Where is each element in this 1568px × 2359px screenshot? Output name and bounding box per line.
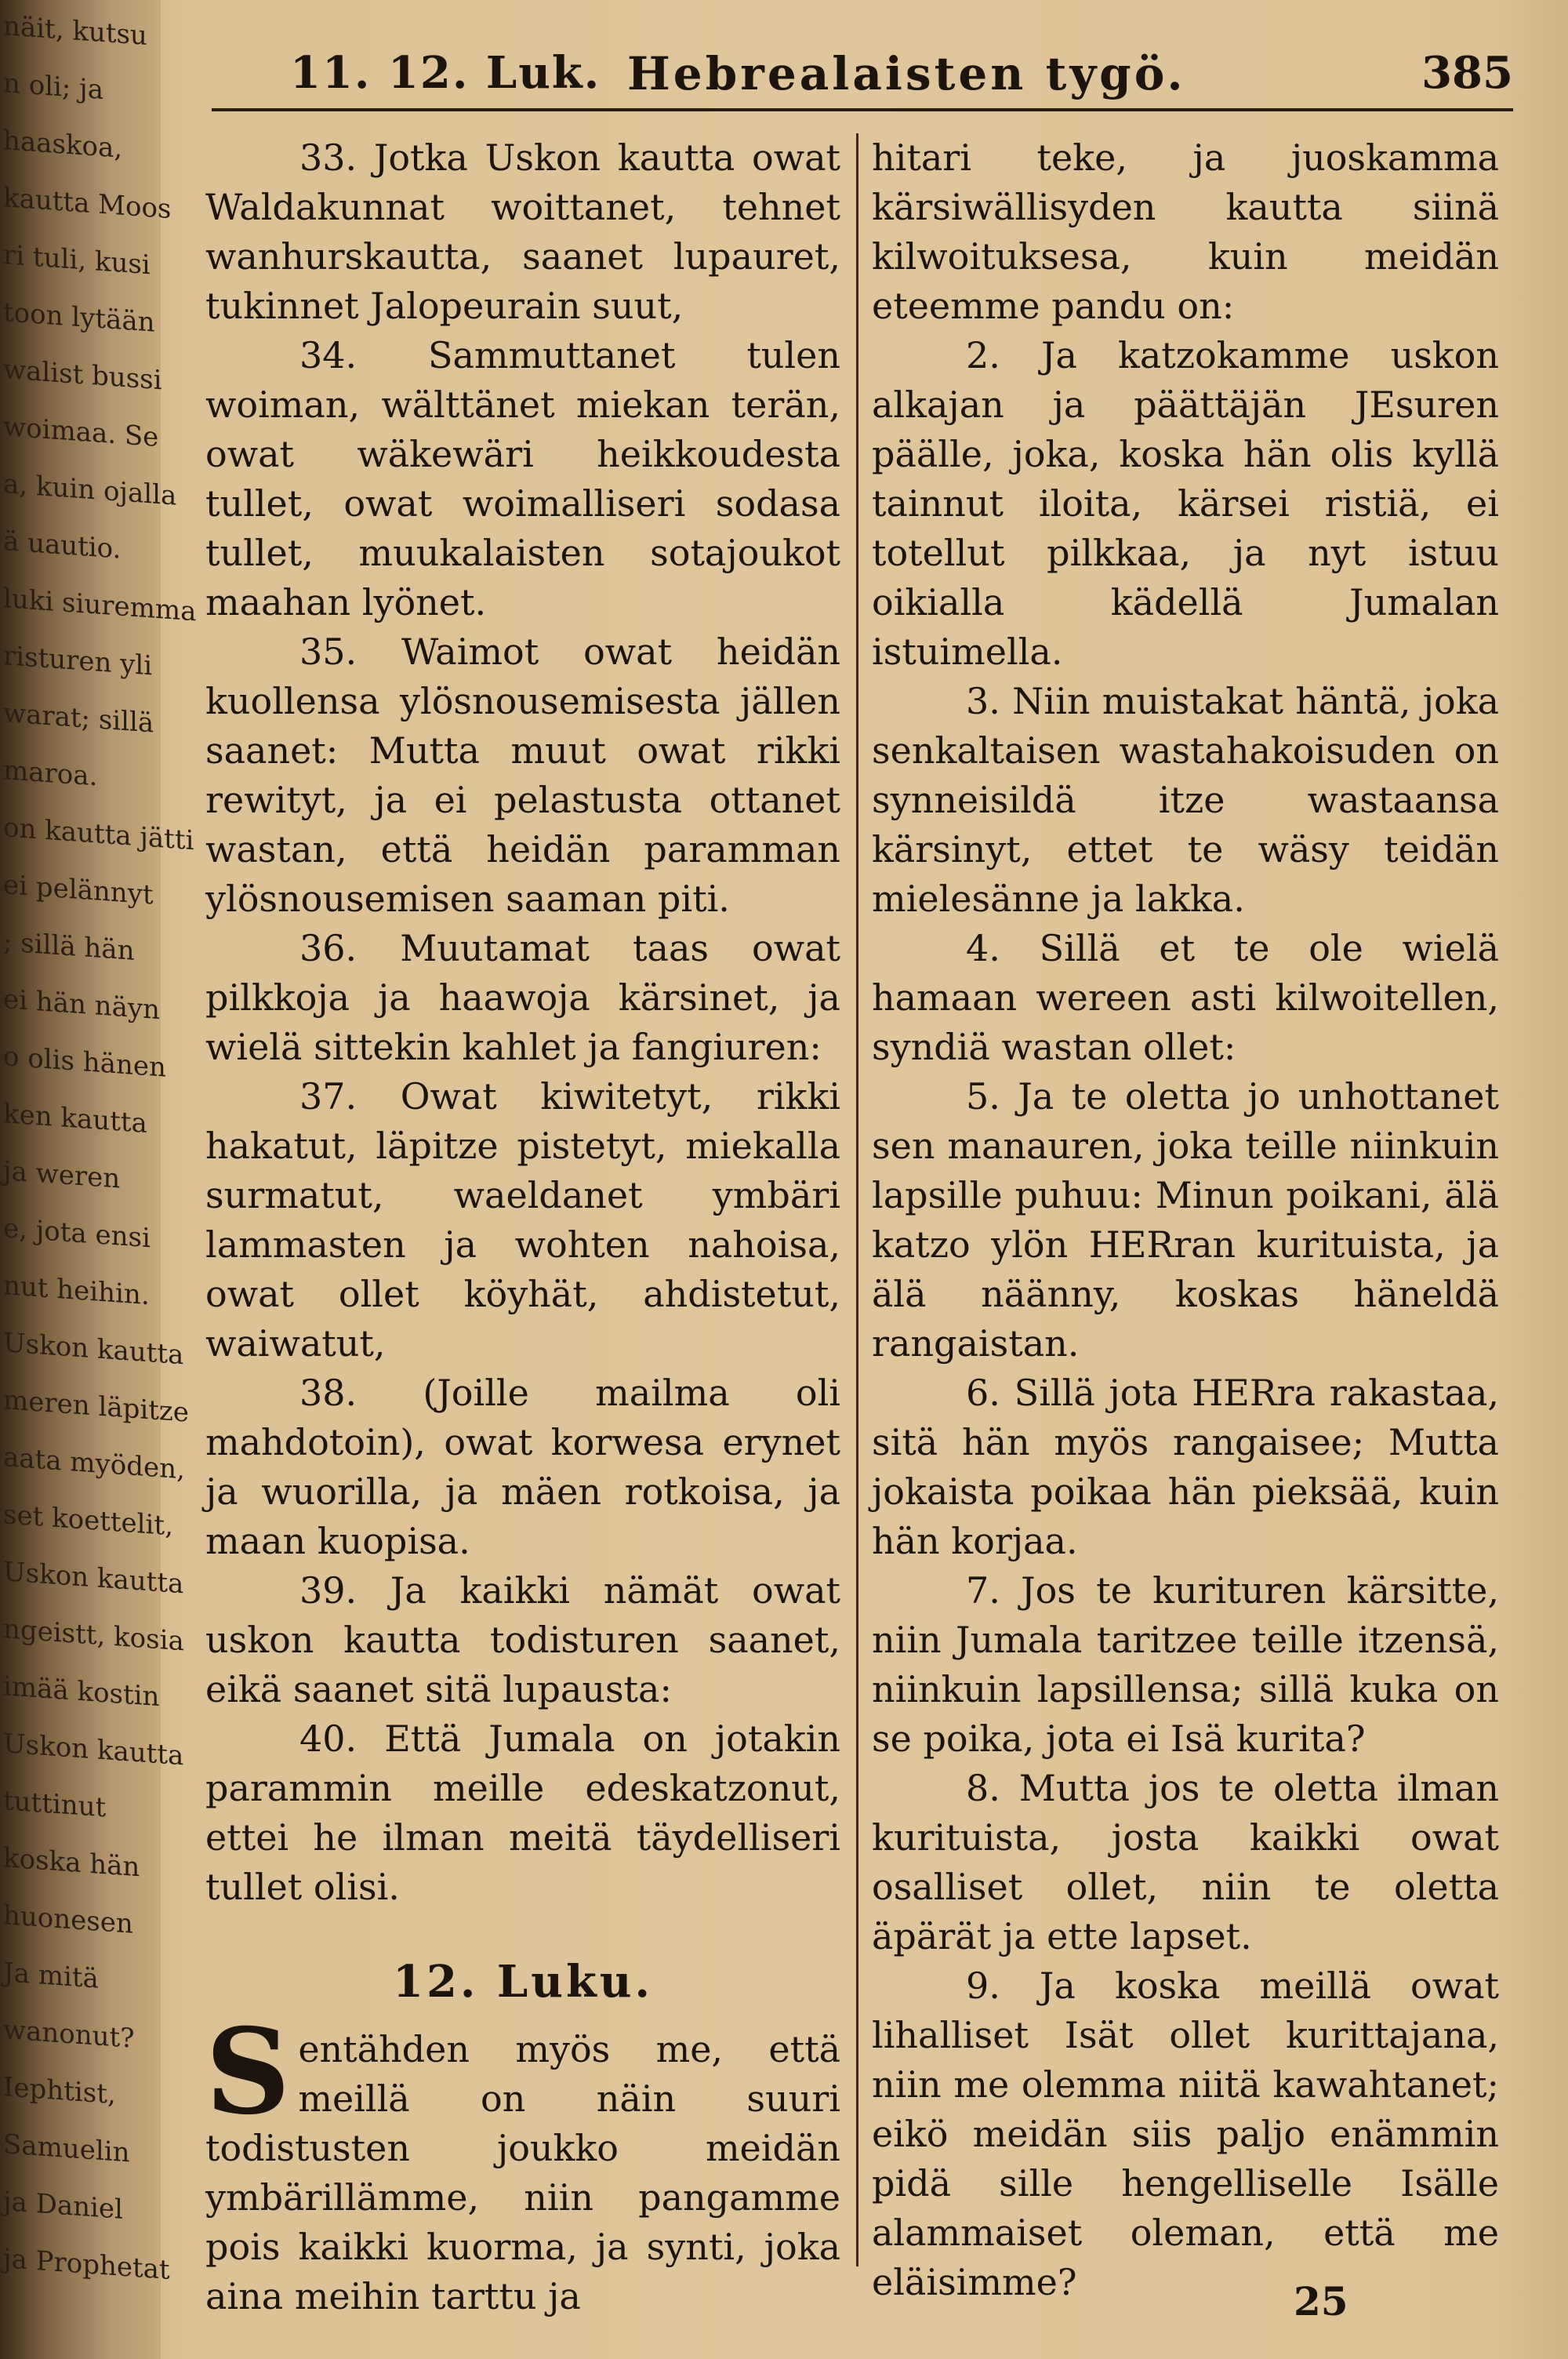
facing-page-line: risturen yli [3,640,153,682]
chapter-heading: 12. Luku. [392,1956,654,2008]
facing-page-line: o olis hänen [3,1041,166,1084]
verse: 8. Mutta jos te oletta ilman kurituista, josta kaikki owat osalliset ollet, niin te oletta äpärät ja ette lapset. [872,1767,1499,1957]
header-title: Hebrealaisten tygö. [627,47,1186,100]
facing-page-line: Samuelin [3,2128,130,2169]
verse: 2. Ja katzokamme uskon alkajan ja päättäjän JEsuren päälle, joka, koska hän olis kyllä tainnut iloita, kärsei ristiä, ei totellut pilkkaa, ja nyt istuu oikialla kädellä Jumalan istuimella. [872,334,1499,673]
facing-page-line: ngeistt, kosia [3,1613,184,1658]
left-column [205,133,840,2321]
facing-page-line: imää kostin [3,1670,160,1714]
verse: 36. Muutamat taas owat pilkkoja ja haawoja kärsinet, ja wielä sittekin kahlet ja fangiuren: [205,927,840,1068]
facing-page-line: woimaa. Se [3,411,159,454]
facing-page-line: wanonut? [3,2014,135,2055]
verse: 7. Jos te kurituren kärsitte, niin Jumala taritzee teille itzensä, niinkuin lapsillensa; sillä kuka on se poika, jota ei Isä kurita? [872,1569,1499,1760]
facing-page-line: Ja mitä [3,1957,99,1995]
facing-page-line: ken kautta [3,1098,147,1140]
facing-page-line: ja weren [3,1155,121,1195]
facing-page-line: luki siuremma [3,583,197,628]
facing-page-line: on kautta jätti [3,812,194,857]
signature-mark: 25 [1294,2278,1348,2324]
verse: 9. Ja koska meillä owat lihalliset Isät ollet kurittajana, niin me olemma niitä kawahtanet; eikö meidän siis paljo enämmin pidä sille hengelliselle Isälle alammaiset oleman, että me eläisimme? [872,1965,1499,2303]
verse: 38. (Joille mailma oli mahdotoin), owat korwesa erynet ja wuorilla, ja mäen rotkoisa, ja maan kuopisa. [205,1372,840,1562]
running-header [290,47,1513,110]
facing-page-line: warat; sillä [3,697,154,740]
verse: hitari teke, ja juoskamma kärsiwällisyden kautta siinä kilwoituksesa, kuin meidän eteemme pandu on: [872,136,1499,327]
chapter-intro [205,2003,840,2321]
facing-page-line: ei hän näyn [3,983,160,1027]
facing-page-line: a, kuin ojalla [3,468,177,512]
facing-page-line: haaskoa, [3,125,123,165]
facing-page-line: Uskon kautta [3,1728,184,1772]
facing-page-line: toon lytään [3,296,155,339]
facing-page-line: maroa. [3,754,98,793]
verse: 6. Sillä jota HERra rakastaa, sitä hän myös rangaisee; Mutta jokaista poikaa hän pieksää, kuin hän korjaa. [872,1372,1499,1562]
verse: 4. Sillä et te ole wielä hamaan wereen asti kilwoitellen, syndiä wastan ollet: [872,927,1499,1068]
page-number: 385 [1421,47,1513,99]
facing-page-line: huonesen [3,1899,133,1940]
facing-page-line: ja Prophetat [3,2243,170,2287]
verse: 37. Owat kiwitetyt, rikki hakatut, läpitze pistetyt, miekalla surmatut, waeldanet ymbäri lammasten ja wohten nahoisa, owat ollet köyhät, ahdistetut, waiwatut, [205,1075,840,1365]
facing-page-line: Uskon kautta [3,1327,184,1372]
right-column [872,133,1499,2307]
facing-page-line: ä uautio. [3,525,122,565]
facing-page-line: koska hän [3,1842,140,1884]
facing-page-line: nut heihin. [3,1270,150,1312]
column-divider [856,133,858,2266]
drop-cap: S [205,2003,291,2141]
verse: 33. Jotka Uskon kautta owat Waldakunnat woittanet, tehnet wanhurskautta, saanet lupauret, tukinnet Jalopeurain suut, [205,136,840,327]
facing-page-line: kautta Moos [3,182,172,226]
verse: 34. Sammuttanet tulen woiman, wälttänet miekan terän, owat wäkewäri heikkoudesta tullet, owat woimalliseri sodasa tullet, muukalaisten sotajoukot maahan lyönet. [205,334,840,623]
facing-page-line: Uskon kautta [3,1556,184,1601]
chapter-intro-text: entähden myös me, että meillä on näin suuri todistusten joukko meidän ymbärillämme, niin pangamme pois kaikki kuorma, ja synti, joka aina meihin tarttu ja [205,2028,840,2317]
header-chapter-ref: 11. 12. Luk. [290,47,601,99]
facing-page-line: aata myöden, [3,1441,185,1486]
facing-page-line: ja Daniel [3,2186,123,2226]
header-rule [212,108,1513,111]
facing-page-line: n oli; ja [3,67,103,107]
verse: 5. Ja te oletta jo unhottanet sen manauren, joka teille niinkuin lapsille puhuu: Minun poikani, älä katzo ylön HERran kurituista, ja älä näänny, koskas häneldä rangaistan. [872,1075,1499,1365]
facing-page-edge [0,0,197,2359]
facing-page-line: walist bussi [3,354,162,397]
facing-page-line: e, jota ensi [3,1212,151,1255]
verse: 35. Waimot owat heidän kuollensa ylösnousemisesta jällen saanet: Mutta muut owat rikki rewityt, ja ei pelastusta ottanet wastan, että heidän paramman ylösnousemisen saaman piti. [205,631,840,920]
facing-page-line: Iephtist, [3,2071,116,2111]
verse: 39. Ja kaikki nämät owat uskon kautta todisturen saanet, eikä saanet sitä lupausta: [205,1569,840,1710]
facing-page-line: tuttinut [3,1785,107,1824]
facing-page-line: näit, kutsu [3,10,147,53]
facing-page-line: ei pelännyt [3,869,154,911]
facing-page-line: set koettelit, [3,1499,173,1543]
verse: 3. Niin muistakat häntä, joka senkaltaisen wastahakoisuden on synneisildä itze wastaansa kärsinyt, ettet te wäsy teidän mielesänne ja lakka. [872,680,1499,920]
facing-page-line: ; sillä hän [3,926,135,967]
facing-page-line: meren läpitze [3,1384,189,1429]
facing-page-line: ri tuli, kusi [3,239,151,282]
verse: 40. Että Jumala on jotakin parammin meille edeskatzonut, ettei he ilman meitä täydelliseri tullet olisi. [205,1717,840,1908]
